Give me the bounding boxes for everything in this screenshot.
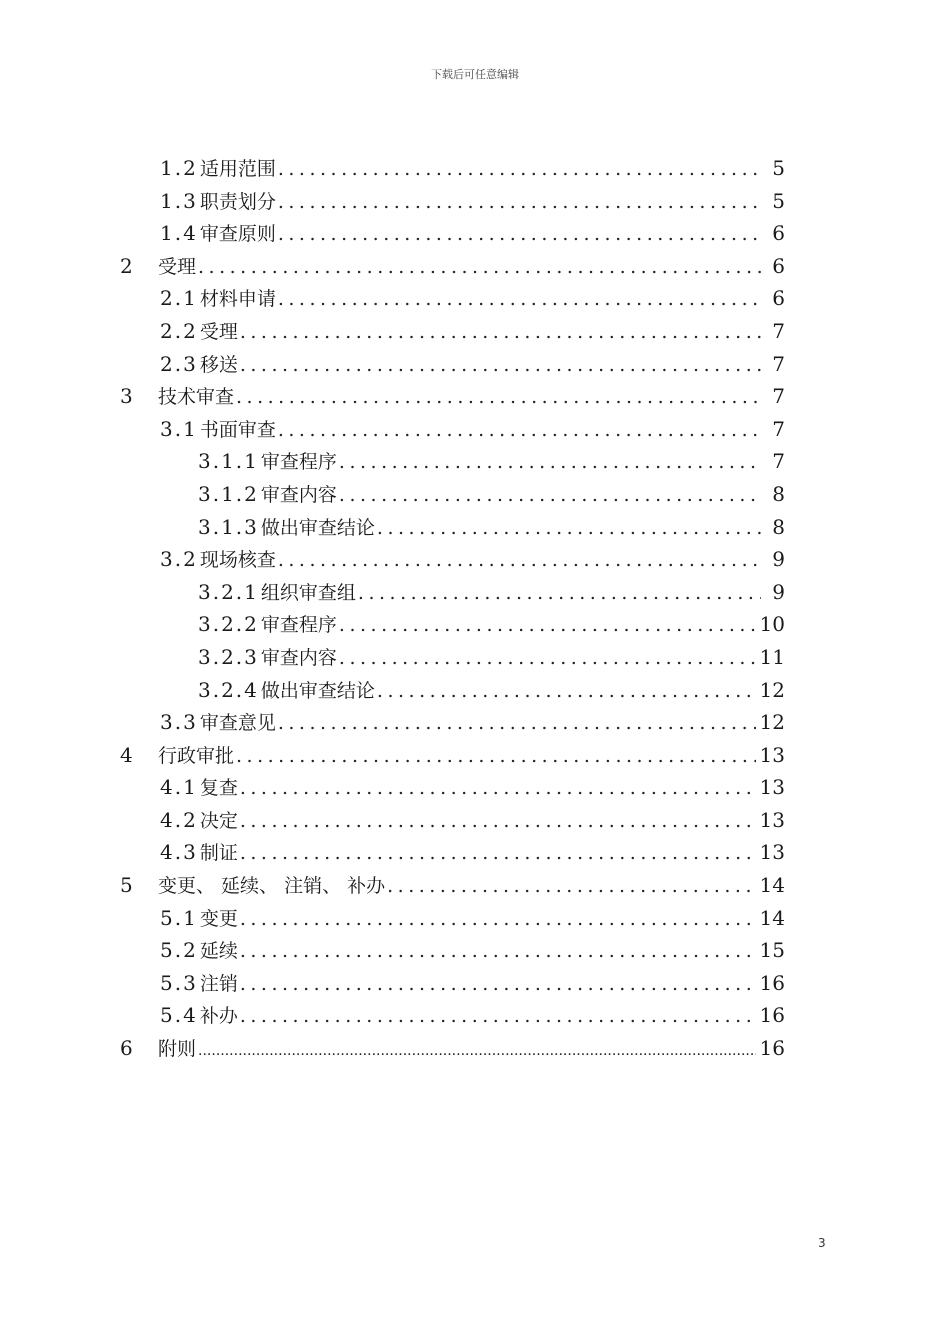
toc-entry-page: 8 [772, 514, 785, 539]
dot-leader [339, 642, 756, 674]
toc-entry-number: 5 [120, 873, 135, 898]
dot-leader [339, 446, 761, 478]
toc-entry-number: 4.2 [160, 807, 198, 832]
toc-entry[interactable] [120, 1032, 785, 1065]
page-header: 下载后可任意编辑 [431, 68, 519, 81]
toc-entry-title: 变更 [199, 907, 238, 930]
dot-leader [387, 870, 755, 902]
toc-entry-number: 5.3 [160, 970, 198, 995]
dot-leader [358, 577, 761, 609]
toc-entry-number: 2.1 [160, 286, 198, 311]
toc-entry-number: 6 [120, 1036, 135, 1061]
dot-leader [240, 349, 761, 381]
dot-leader [198, 1035, 756, 1065]
toc-entry[interactable] [120, 706, 785, 739]
toc-entry-number: 3.2.4 [198, 677, 259, 702]
dot-leader [236, 381, 761, 413]
dot-leader [278, 218, 761, 250]
toc-entry-page: 12 [759, 710, 785, 735]
toc-entry[interactable] [120, 771, 785, 804]
toc-entry-number: 2.3 [160, 351, 198, 376]
toc-entry[interactable] [120, 478, 785, 511]
toc-entry-title: 现场核查 [199, 549, 276, 572]
table-of-contents [120, 152, 785, 1065]
toc-entry-number: 3.1 [160, 416, 198, 441]
toc-entry-number: 1.2 [160, 156, 198, 180]
toc-entry-page: 13 [759, 840, 785, 865]
toc-entry-title: 做出审查结论 [260, 679, 375, 702]
toc-entry-page: 14 [759, 873, 785, 898]
toc-entry[interactable] [120, 217, 785, 250]
toc-entry[interactable] [120, 836, 785, 869]
toc-entry-page: 16 [759, 1036, 785, 1061]
toc-entry-page: 11 [759, 644, 785, 669]
toc-entry-title: 材料申请 [199, 288, 276, 311]
dot-leader [240, 1000, 756, 1032]
toc-entry-title: 注销 [199, 972, 238, 995]
toc-entry-number: 3.3 [160, 710, 198, 735]
toc-entry[interactable] [120, 445, 785, 478]
toc-entry-page: 7 [772, 416, 785, 441]
toc-entry-page: 12 [759, 677, 785, 702]
toc-entry-title: 审查意见 [199, 712, 276, 735]
toc-entry-title: 组织审查组 [260, 581, 356, 604]
toc-entry-page: 7 [772, 384, 785, 409]
toc-entry-number: 2.2 [160, 318, 198, 343]
dot-leader [377, 675, 756, 707]
toc-entry-title: 受理 [158, 255, 197, 278]
dot-leader [278, 186, 761, 218]
toc-entry-page: 16 [759, 970, 785, 995]
toc-entry-title: 行政审批 [158, 744, 235, 767]
toc-entry-page: 7 [772, 449, 785, 474]
toc-entry-title: 书面审查 [199, 418, 276, 441]
toc-entry-title: 技术审查 [158, 386, 235, 409]
toc-entry-number: 3.2.3 [198, 644, 259, 669]
dot-leader [339, 609, 756, 641]
dot-leader [240, 968, 756, 1000]
toc-entry-page: 15 [759, 938, 785, 963]
dot-leader [339, 479, 761, 511]
dot-leader [198, 251, 761, 283]
toc-entry[interactable] [120, 543, 785, 576]
toc-entry-number: 3.2.1 [198, 579, 259, 604]
dot-leader [278, 414, 761, 446]
toc-entry-number: 3.2 [160, 547, 198, 572]
toc-entry-page: 13 [759, 775, 785, 800]
dot-leader [240, 316, 761, 348]
toc-entry-title: 做出审查结论 [260, 516, 375, 539]
dot-leader [240, 805, 756, 837]
dot-leader [240, 903, 756, 935]
toc-entry[interactable] [120, 608, 785, 641]
toc-entry[interactable] [120, 934, 785, 967]
toc-entry[interactable] [120, 576, 785, 609]
toc-entry-number: 5.4 [160, 1003, 198, 1028]
toc-entry-number: 1.4 [160, 221, 198, 246]
toc-entry-number: 3 [120, 384, 135, 409]
toc-entry[interactable] [120, 152, 785, 185]
toc-entry-number: 3.1.2 [198, 481, 259, 506]
toc-entry-number: 3.2.2 [198, 612, 259, 637]
toc-entry-number: 5.1 [160, 905, 198, 930]
toc-entry-page: 16 [759, 1003, 785, 1028]
toc-entry[interactable] [120, 315, 785, 348]
toc-entry-page: 9 [772, 579, 785, 604]
dot-leader [278, 153, 761, 185]
dot-leader [240, 935, 756, 967]
toc-entry-title: 附则 [158, 1038, 197, 1061]
toc-entry-page: 6 [772, 286, 785, 311]
toc-entry[interactable] [120, 380, 785, 413]
toc-entry-number: 5.2 [160, 938, 198, 963]
dot-leader [278, 283, 761, 315]
toc-entry-number: 4 [120, 742, 135, 767]
toc-entry-number: 3.1.1 [198, 449, 259, 474]
toc-entry-number: 3.1.3 [198, 514, 259, 539]
toc-entry-page: 14 [759, 905, 785, 930]
toc-entry-page: 6 [772, 253, 785, 278]
toc-entry-page: 9 [772, 547, 785, 572]
toc-entry-title: 审查程序 [260, 451, 337, 474]
toc-entry[interactable] [120, 739, 785, 772]
toc-entry[interactable] [120, 511, 785, 544]
toc-entry-page: 8 [772, 481, 785, 506]
toc-entry-page: 6 [772, 221, 785, 246]
toc-entry-number: 4.3 [160, 840, 198, 865]
toc-entry[interactable] [120, 967, 785, 1000]
toc-entry-page: 13 [759, 742, 785, 767]
dot-leader [278, 707, 756, 739]
toc-entry-page: 5 [772, 188, 785, 213]
toc-entry[interactable] [120, 641, 785, 674]
toc-entry-title: 复查 [199, 777, 238, 800]
toc-entry-page: 7 [772, 351, 785, 376]
toc-entry[interactable] [120, 282, 785, 315]
toc-entry-page: 5 [772, 156, 785, 180]
toc-entry-title: 决定 [199, 809, 238, 832]
dot-leader [240, 772, 756, 804]
toc-entry[interactable] [120, 348, 785, 381]
dot-leader [278, 544, 761, 576]
toc-entry[interactable] [120, 804, 785, 837]
toc-entry-title: 移送 [199, 353, 238, 376]
toc-entry-title: 延续 [199, 940, 238, 963]
toc-entry[interactable] [120, 250, 785, 283]
toc-entry-title: 变更、 延续、 注销、 补办 [158, 875, 386, 898]
toc-entry-title: 审查程序 [260, 614, 337, 637]
toc-entry-title: 适用范围 [199, 158, 276, 180]
toc-entry-title: 审查内容 [260, 646, 337, 669]
toc-entry-title: 职责划分 [199, 190, 276, 213]
toc-entry-title: 审查内容 [260, 483, 337, 506]
toc-entry[interactable] [120, 902, 785, 935]
toc-entry-number: 1.3 [160, 188, 198, 213]
toc-entry-page: 13 [759, 807, 785, 832]
dot-leader [377, 512, 761, 544]
dot-leader [236, 740, 756, 772]
toc-entry-number: 4.1 [160, 775, 198, 800]
toc-entry-title: 受理 [199, 320, 238, 343]
toc-entry-title: 补办 [199, 1005, 238, 1028]
toc-entry[interactable] [120, 185, 785, 218]
toc-entry-page: 7 [772, 318, 785, 343]
toc-entry[interactable] [120, 674, 785, 707]
toc-entry-number: 2 [120, 253, 135, 278]
toc-entry-page: 10 [759, 612, 785, 637]
toc-entry[interactable] [120, 869, 785, 902]
toc-entry-title: 制证 [199, 842, 238, 865]
toc-entry[interactable] [120, 413, 785, 446]
toc-entry-title: 审查原则 [199, 223, 276, 246]
toc-entry[interactable] [120, 999, 785, 1032]
dot-leader [240, 837, 756, 869]
page-number: 3 [818, 1236, 826, 1250]
